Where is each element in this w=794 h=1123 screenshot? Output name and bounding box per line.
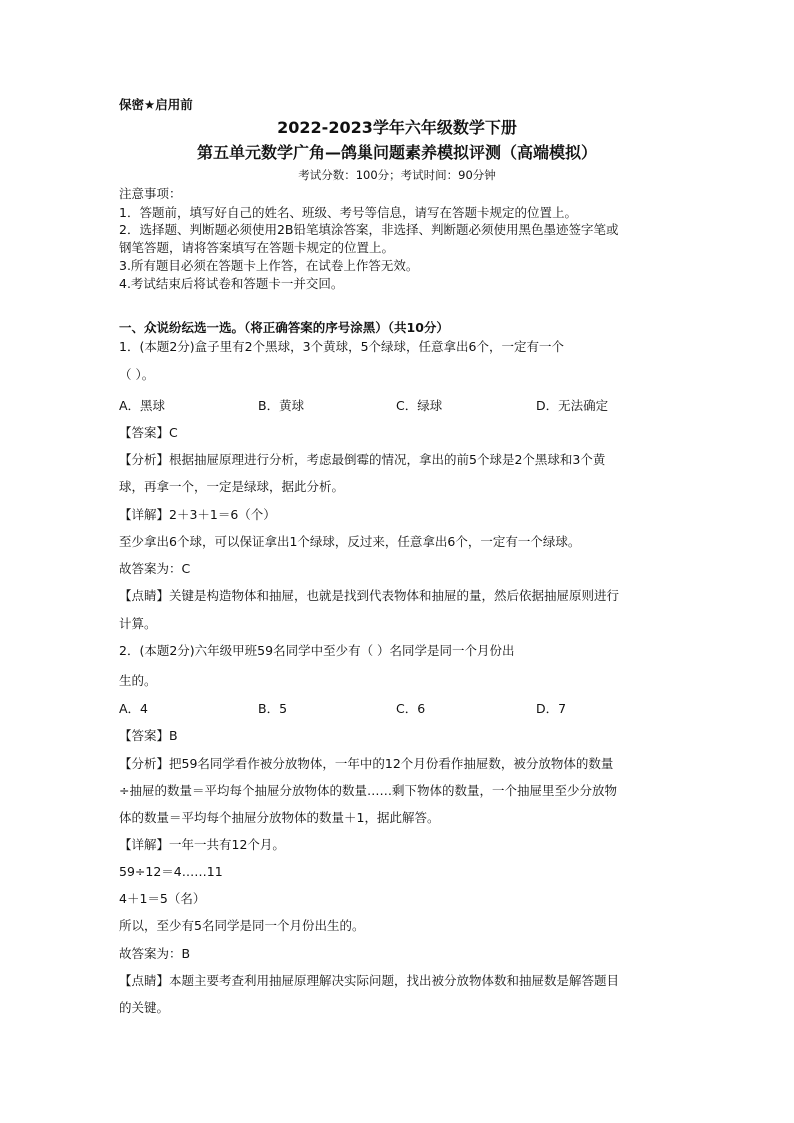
q1-option-c: C．绿球 [396,398,443,413]
page-title: 2022-2023学年六年级数学下册 [277,118,517,137]
q2-option-d: D．7 [536,701,567,716]
q2-option-c: C．6 [396,701,426,716]
q2-stem: 2．(本题2分)六年级甲班59名同学中至少有（ ）名同学是同一个月份出 [119,643,515,658]
q2-analysis: 【分析】把59名同学看作被分放物体，一年中的12个月份看作抽屉数，被分放物体的数量 [119,756,614,771]
notes-item: 钢笔答题，请将答案填写在答题卡规定的位置上。 [119,240,395,255]
q2-option-a: A．4 [119,701,149,716]
secret-label: 保密★启用前 [119,97,193,112]
q1-answer: 【答案】C [119,425,178,440]
page-subtitle: 第五单元数学广角—鸽巢问题素养模拟评测（高端模拟） [196,143,597,162]
q1-option-a: A．黑球 [119,398,166,413]
q2-option-b: B．5 [258,701,288,716]
q2-detail: 所以，至少有5名同学是同一个月份出生的。 [119,918,365,933]
exam-info: 考试分数：100分；考试时间：90分钟 [298,168,496,182]
q1-final-answer: 故答案为：C [119,561,191,576]
notes-item: 2．选择题、判断题必须使用2B铅笔填涂答案，非选择、判断题必须使用黑色墨迹签字笔或 [119,222,619,237]
q1-comment: 计算。 [119,616,157,631]
q2-analysis: 体的数量＝平均每个抽屉分放物体的数量＋1，据此解答。 [119,810,440,825]
notes-item: 3.所有题目必须在答题卡上作答，在试卷上作答无效。 [119,258,419,273]
q2-detail: 【详解】一年一共有12个月。 [119,837,285,852]
q2-detail: 4＋1＝5（名） [119,891,206,906]
q1-detail: 至少拿出6个球，可以保证拿出1个绿球，反过来，任意拿出6个，一定有一个绿球。 [119,534,581,549]
q1-detail: 【详解】2＋3＋1＝6（个） [119,507,276,522]
section-heading: 一、众说纷纭选一选。（将正确答案的序号涂黑）（共10分） [119,320,449,335]
q2-comment: 【点睛】本题主要考查利用抽屉原理解决实际问题，找出被分放物体数和抽屉数是解答题目 [119,973,620,988]
q2-stem: 生的。 [119,673,157,688]
q1-analysis: 球，再拿一个，一定是绿球，据此分析。 [119,479,345,494]
q1-comment: 【点睛】关键是构造物体和抽屉，也就是找到代表物体和抽屉的量，然后依据抽屉原则进行 [119,588,620,603]
q2-detail: 59÷12＝4……11 [119,864,223,879]
notes-item: 1．答题前，填写好自己的姓名、班级、考号等信息，请写在答题卡规定的位置上。 [119,205,577,220]
notes-heading: 注意事项： [119,186,182,201]
q1-option-b: B．黄球 [258,398,305,413]
q2-comment: 的关键。 [119,1000,170,1015]
q2-final-answer: 故答案为：B [119,946,191,961]
q1-stem: 1．(本题2分)盒子里有2个黑球，3个黄球，5个绿球，任意拿出6个，一定有一个 [119,339,564,354]
q1-stem: （ ）。 [119,367,155,382]
q2-analysis: ÷抽屉的数量＝平均每个抽屉分放物体的数量……剩下物体的数量，一个抽屉里至少分放物 [119,783,617,798]
q1-analysis: 【分析】根据抽屉原理进行分析，考虑最倒霉的情况，拿出的前5个球是2个黑球和3个黄 [119,452,606,467]
q2-answer: 【答案】B [119,728,178,743]
notes-item: 4.考试结束后将试卷和答题卡一并交回。 [119,276,344,291]
q1-option-d: D．无法确定 [536,398,609,413]
